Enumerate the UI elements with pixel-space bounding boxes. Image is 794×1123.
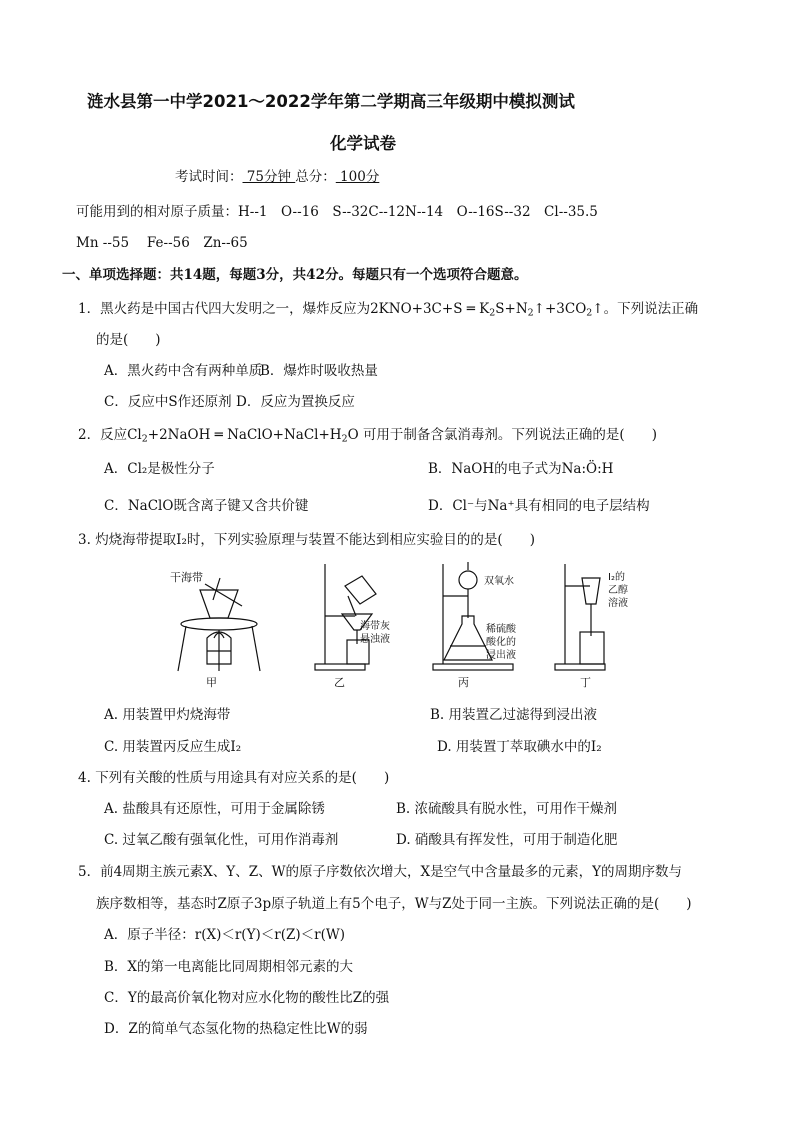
apparatus-bing bbox=[433, 562, 517, 689]
question-1-option-b: B．爆炸时吸收热量 bbox=[260, 363, 378, 379]
apparatus-yi-note2: 悬浊液 bbox=[360, 634, 390, 645]
question-2-text-pre: 反应Cl bbox=[100, 427, 142, 443]
apparatus-ding-note1: I₂的 bbox=[608, 572, 625, 583]
apparatus-yi-label: 乙 bbox=[334, 676, 345, 689]
question-1-option-a: A．黑火药中含有两种单质 bbox=[104, 363, 263, 379]
question-4-stem bbox=[78, 766, 389, 786]
total-value: 100分 bbox=[335, 169, 380, 185]
question-5-option-b: B．X的第一电离能比同周期相邻元素的大 bbox=[104, 959, 354, 975]
tripod-leg-left bbox=[178, 626, 186, 671]
apparatus-bing-note2: 酸化的 bbox=[486, 637, 516, 648]
separatory-funnel-ding bbox=[582, 578, 600, 604]
apparatus-ding bbox=[555, 564, 628, 689]
apparatus-bing-note1: 稀硫酸 bbox=[486, 624, 516, 635]
exam-time-value: 75分钟 bbox=[242, 169, 296, 185]
question-2-stem bbox=[78, 423, 657, 444]
question-1-stem bbox=[78, 297, 698, 318]
question-1-equation: +3C+S ═ $K_2S+N_2↑+3CO_2↑$ bbox=[411, 301, 604, 319]
clay-triangle-ring bbox=[181, 618, 257, 630]
question-1-text-pre: 黑火药是中国古代四大发明之一，爆炸反应为2KNO bbox=[100, 301, 412, 317]
question-2-number: 2． bbox=[78, 427, 101, 443]
question-4-number: 4. bbox=[78, 770, 91, 786]
question-4-option-b: B. 浓硫酸具有脱水性，可用作干燥剂 bbox=[396, 801, 618, 817]
question-3-option-d: D. 用装置丁萃取碘水中的I₂ bbox=[437, 739, 602, 755]
question-4-option-d: D. 硝酸具有挥发性，可用于制造化肥 bbox=[396, 832, 618, 848]
apparatus-bing-label: 丙 bbox=[458, 676, 469, 689]
apparatus-jia-label: 甲 bbox=[206, 676, 217, 689]
question-3-number: 3. bbox=[78, 532, 91, 548]
question-4-option-a: A. 盐酸具有还原性，可用于金属除锈 bbox=[104, 801, 325, 817]
separatory-funnel-bulb bbox=[459, 571, 477, 589]
question-3-option-c: C. 用装置丙反应生成I₂ bbox=[104, 739, 242, 755]
apparatus-jia-top-label: 干海带 bbox=[170, 571, 203, 584]
apparatus-ding-note2: 乙醇 bbox=[608, 585, 628, 596]
stand-base-bing bbox=[433, 664, 513, 670]
question-5-stem-line2: 族序数相等，基态时Z原子3p原子轨道上有5个电子，W与Z处于同一主族。下列说法正确的是( ) bbox=[96, 896, 692, 912]
exam-time-label: 考试时间： bbox=[175, 169, 243, 185]
apparatus-yi-note1: 海带灰 bbox=[360, 621, 390, 632]
tripod-leg-right bbox=[252, 626, 260, 671]
apparatus-figure bbox=[150, 556, 670, 691]
question-4-text: 下列有关酸的性质与用途具有对应关系的是( ) bbox=[95, 770, 390, 786]
apparatus-ding-note3: 溶液 bbox=[608, 598, 628, 609]
crucible-shape bbox=[200, 590, 238, 618]
question-1-option-c: C．反应中S作还原剂 bbox=[104, 394, 232, 410]
atomic-masses-line2: Mn --55 Fe--56 Zn--65 bbox=[76, 235, 248, 251]
apparatus-bing-note3: 浸出液 bbox=[486, 650, 516, 661]
receiving-beaker-ding bbox=[580, 632, 604, 664]
section-heading: 一、单项选择题：共14题，每题3分，共42分。每题只有一个选项符合题意。 bbox=[62, 267, 528, 283]
question-3-option-b: B. 用装置乙过滤得到浸出液 bbox=[430, 707, 598, 723]
question-2-option-a: A．Cl₂是极性分子 bbox=[104, 461, 215, 477]
question-2-option-b: B．NaOH的电子式为Na:Ö:H bbox=[428, 461, 614, 477]
question-1-stem-line2: 的是( ) bbox=[96, 332, 161, 348]
exam-subtitle: 化学试卷 bbox=[330, 134, 396, 153]
question-2-option-c: C．NaClO既含离子键又含共价键 bbox=[104, 498, 309, 514]
apparatus-ding-label: 丁 bbox=[580, 676, 591, 689]
question-2-text-post: 可用于制备含氯消毒剂。下列说法正确的是( ) bbox=[362, 427, 657, 443]
apparatus-bing-top-label: 双氧水 bbox=[484, 576, 514, 587]
question-1-text-post: 。下列说法正确 bbox=[603, 301, 699, 317]
question-5-text-line1: 前4周期主族元素X、Y、Z、W的原子序数依次增大，X是空气中含量最多的元素，Y的周期序数与 bbox=[100, 864, 682, 880]
apparatus-jia bbox=[170, 570, 260, 689]
question-3-stem bbox=[78, 528, 535, 548]
conical-flask bbox=[444, 616, 492, 660]
question-1-option-d: D．反应为置换反应 bbox=[236, 394, 355, 410]
question-3-text: 灼烧海带提取I₂时，下列实验原理与装置不能达到相应实验目的的是( ) bbox=[95, 532, 535, 548]
exam-title: 涟水县第一中学2021～2022学年第二学期高三年级期中模拟测试 bbox=[87, 92, 575, 111]
stand-base-ding bbox=[555, 664, 605, 670]
question-5-option-d: D．Z的简单气态氢化物的热稳定性比W的弱 bbox=[104, 1021, 368, 1037]
question-1-number: 1． bbox=[78, 301, 101, 317]
question-5-option-a: A．原子半径：r(X)＜r(Y)＜r(Z)＜r(W) bbox=[104, 927, 345, 943]
atomic-masses-line1: 可能用到的相对原子质量：H--1 O--16 S--32C--12N--14 O--16S--32 Cl--35.5 bbox=[76, 204, 598, 220]
question-5-stem bbox=[78, 860, 682, 880]
question-2-equation: $_2$+2NaOH ═ $NaClO+NaCl+H_2O$ bbox=[141, 427, 363, 445]
exam-time-line bbox=[175, 165, 379, 185]
question-2-option-d: D．Cl⁻与Na⁺具有相同的电子层结构 bbox=[428, 498, 650, 514]
question-4-option-c: C. 过氧乙酸有强氧化性，可用作消毒剂 bbox=[104, 832, 339, 848]
question-3-option-a: A. 用装置甲灼烧海带 bbox=[104, 707, 231, 723]
glass-rod-yi bbox=[348, 596, 356, 616]
apparatus-yi bbox=[315, 564, 390, 689]
question-5-option-c: C．Y的最高价氧化物对应水化物的酸性比Z的强 bbox=[104, 990, 390, 1006]
total-label: 总分： bbox=[295, 169, 336, 185]
stand-base bbox=[315, 664, 365, 670]
question-5-number: 5． bbox=[78, 864, 101, 880]
